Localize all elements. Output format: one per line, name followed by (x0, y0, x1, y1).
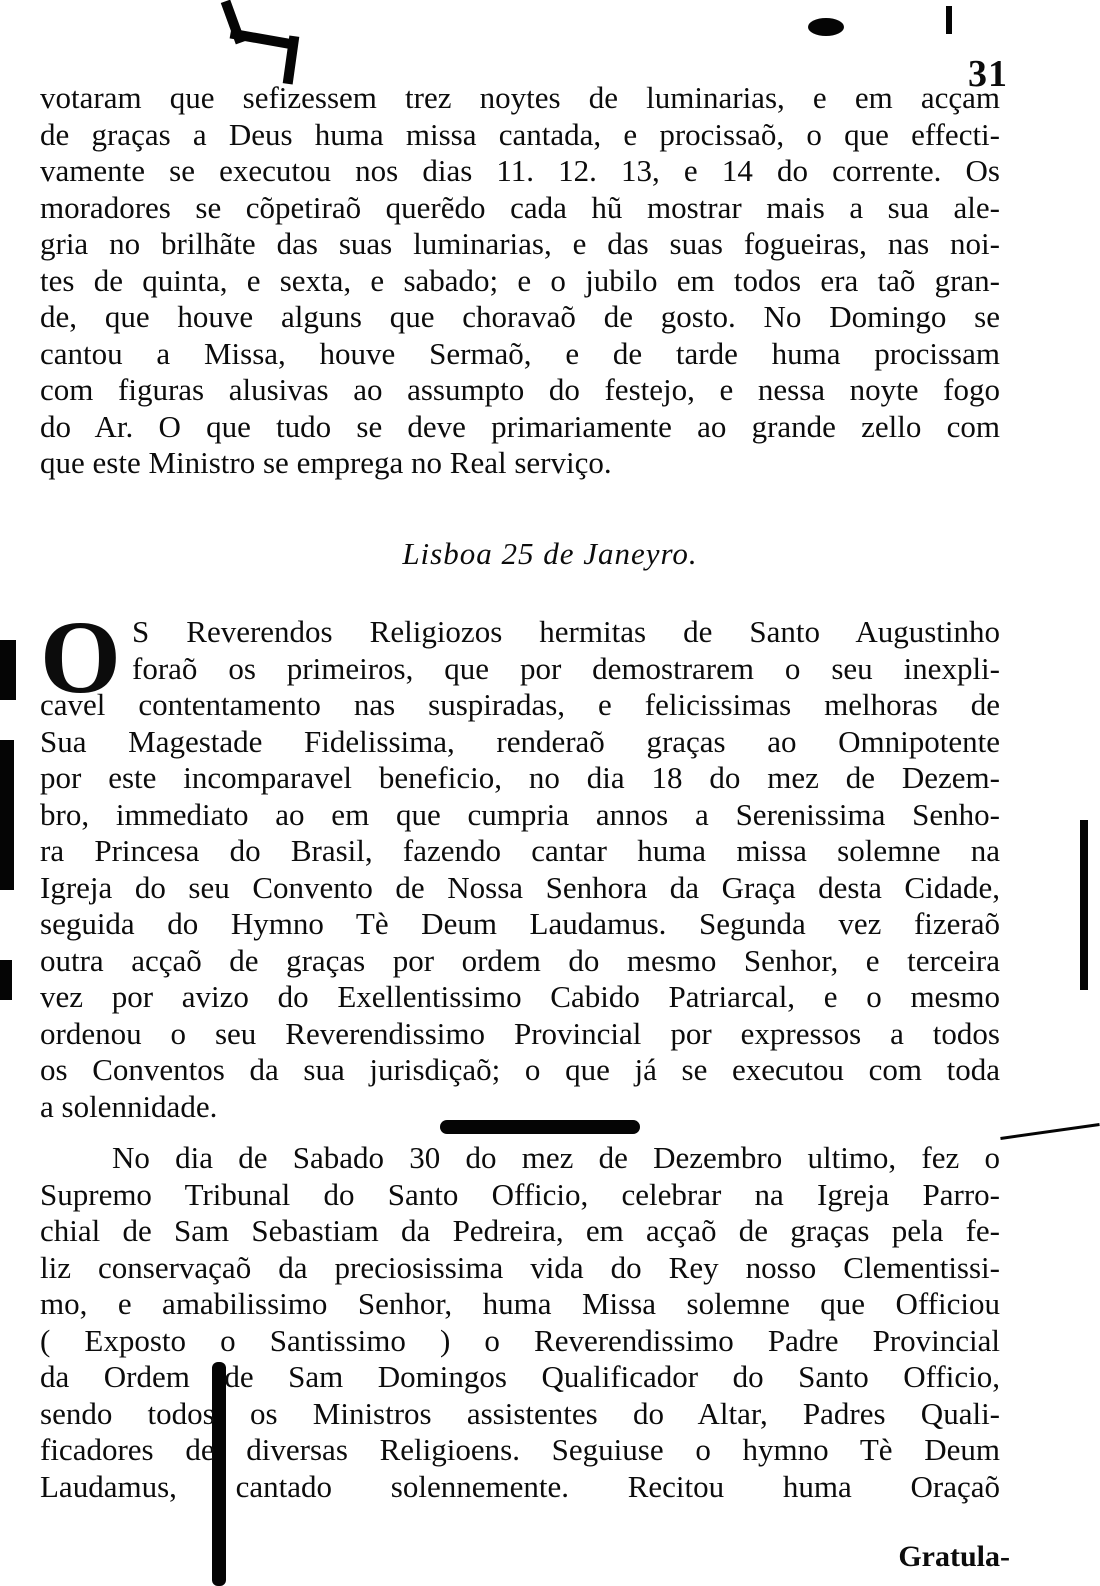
ink-stain (230, 29, 295, 50)
ink-stain (0, 740, 14, 890)
ink-stain (808, 18, 844, 36)
text-line: a solennidade. (40, 1088, 218, 1124)
text-line: vez por avizo do Exellentissimo Cabido Patriarcal, e o mesmo (40, 979, 1000, 1014)
ink-stain (1000, 1123, 1099, 1140)
text-line: ra Princesa do Brasil, fazendo cantar huma missa solemne na (40, 833, 1000, 868)
text-line: com figuras alusivas ao assumpto do festejo, e nessa noyte fogo (40, 372, 1000, 407)
text-line: de, que houve alguns que choravaõ de gosto. No Domingo se (40, 299, 1000, 334)
dateline: Lisboa 25 de Janeyro. (402, 536, 698, 571)
ink-stain (0, 960, 12, 1000)
text-line: ficadores de diversas Religioens. Seguiuse o hymno Tè Deum (40, 1432, 1000, 1467)
text-line: por este incomparavel beneficio, no dia 18 do mez de Dezem- (40, 760, 1000, 795)
text-line: da Ordem de Sam Domingos Qualificador do Santo Officio, (40, 1359, 1000, 1394)
text-line: ( Exposto o Santissimo ) o Reverendissimo Padre Provincial (40, 1322, 1000, 1358)
text-line: foraõ os primeiros, que por demostrarem o seu inexpli- (132, 650, 1000, 686)
text-line: seguida do Hymno Tè Deum Laudamus. Segunda vez fizeraõ (40, 906, 1000, 941)
catchword: Gratula- (898, 1540, 1010, 1573)
paragraph-luminarias (40, 80, 1000, 482)
text-line: votaram que sefizessem trez noytes de luminarias, e em acçam (40, 80, 1000, 115)
ink-stain (1080, 820, 1088, 990)
text-line: de graças a Deus huma missa cantada, e procissaõ, o que effecti- (40, 116, 1000, 152)
text-line: os Conventos da sua jurisdiçaõ; o que já se executou com toda (40, 1052, 1000, 1087)
page-number: 31 (968, 53, 1008, 95)
text-line: liz conservaçaõ da preciosissima vida do Rey nosso Clementissi- (40, 1249, 1000, 1285)
ink-stain (0, 640, 16, 700)
text-line: Supremo Tribunal do Santo Officio, celebrar na Igreja Parro- (40, 1176, 1000, 1212)
ink-stain (946, 6, 952, 34)
text-line: Sua Magestade Fidelissima, renderaõ graças ao Omnipotente (40, 723, 1000, 759)
text-line: S Reverendos Religiozos hermitas de Santo Augustinho (132, 614, 1000, 649)
text-line: cavel contentamento nas suspiradas, e felicissimas melhoras de (40, 687, 1000, 722)
text-line: vamente se executou nos dias 11. 12. 13, e 14 do corrente. Os (40, 153, 1000, 188)
text-line: cantou a Missa, houve Sermaõ, e de tarde huma procissam (40, 335, 1000, 371)
text-line: sendo todos os Ministros assistentes do Altar, Padres Quali- (40, 1395, 1000, 1431)
text-line: do Ar. O que tudo se deve primariamente ao grande zello com (40, 408, 1000, 444)
paragraph-santo-officio (40, 1140, 1000, 1505)
text-line: que este Ministro se emprega no Real serviço. (40, 445, 612, 480)
text-line: No dia de Sabado 30 do mez de Dezembro ultimo, fez o (112, 1140, 1000, 1175)
text-line: bro, immediato ao em que cumpria annos a Serenissima Senho- (40, 796, 1000, 832)
text-line: ordenou o seu Reverendissimo Provincial por expressos a todos (40, 1015, 1000, 1051)
text-line: moradores se cõpetiraõ querẽdo cada hũ mostrar mais a sua ale- (40, 189, 1000, 225)
text-line: Laudamus, cantado solennemente. Recitou huma Oraçaõ (40, 1468, 1000, 1504)
paragraph-augustinho (40, 614, 1000, 1125)
text-line: mo, e amabilissimo Senhor, huma Missa solemne que Officiou (40, 1286, 1000, 1321)
text-line: Igreja do seu Convento de Nossa Senhora da Graça desta Cidade, (40, 869, 1000, 905)
text-line: outra acçaõ de graças por ordem do mesmo Senhor, e terceira (40, 942, 1000, 978)
text-line: tes de quinta, e sexta, e sabado; e o jubilo em todos era taõ gran- (40, 262, 1000, 298)
text-line: chial de Sam Sebastiam da Pedreira, em acçaõ de graças pela fe- (40, 1213, 1000, 1248)
drop-cap: O (40, 600, 121, 715)
text-line: gria no brilhãte das suas luminarias, e das suas fogueiras, nas noi- (40, 226, 1000, 261)
